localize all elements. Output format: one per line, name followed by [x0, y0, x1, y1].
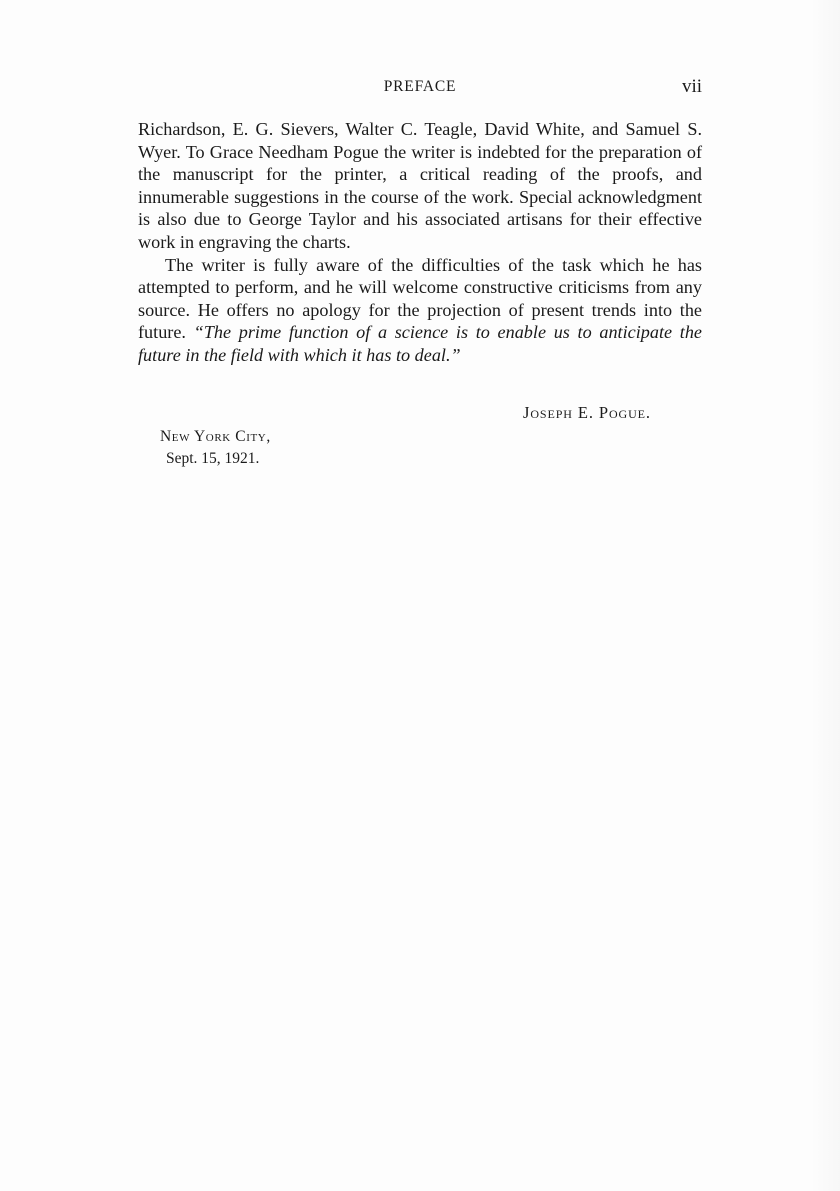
paragraph-acknowledgments: Richardson, E. G. Sievers, Walter C. Teagle, David White, and Samuel S. Wyer. To Grace Needham Pogue the writer is indebted for the preparation of the manuscript for the printer, a critical reading of the proofs, and innumerable suggestions in the course of the work. Special acknowledgment is also due to George Taylor and his associated artisans for their effective work in engraving the charts. [138, 119, 702, 252]
page-number: vii [681, 76, 702, 97]
running-title: PREFACE [383, 78, 457, 95]
paragraph-closing-text: The writer is fully aware of the difficulties of the task which he has attempted to perform, and he will welcome constructive criticisms from any source. He offers no apology for the projection of present trends into the future. [138, 254, 702, 343]
author-signature: Joseph E. Pogue. [523, 403, 651, 422]
date: Sept. 15, 1921. [166, 449, 260, 467]
place: New York City, [160, 428, 271, 445]
page-edge-shading [810, 0, 840, 1191]
preface-text [138, 118, 702, 367]
quotation: “The prime function of a science is to enable us to anticipate the future in the field with which it has to deal.” [138, 322, 702, 365]
paragraph-closing [138, 254, 702, 367]
running-head [138, 78, 702, 100]
place-and-date [160, 426, 271, 469]
